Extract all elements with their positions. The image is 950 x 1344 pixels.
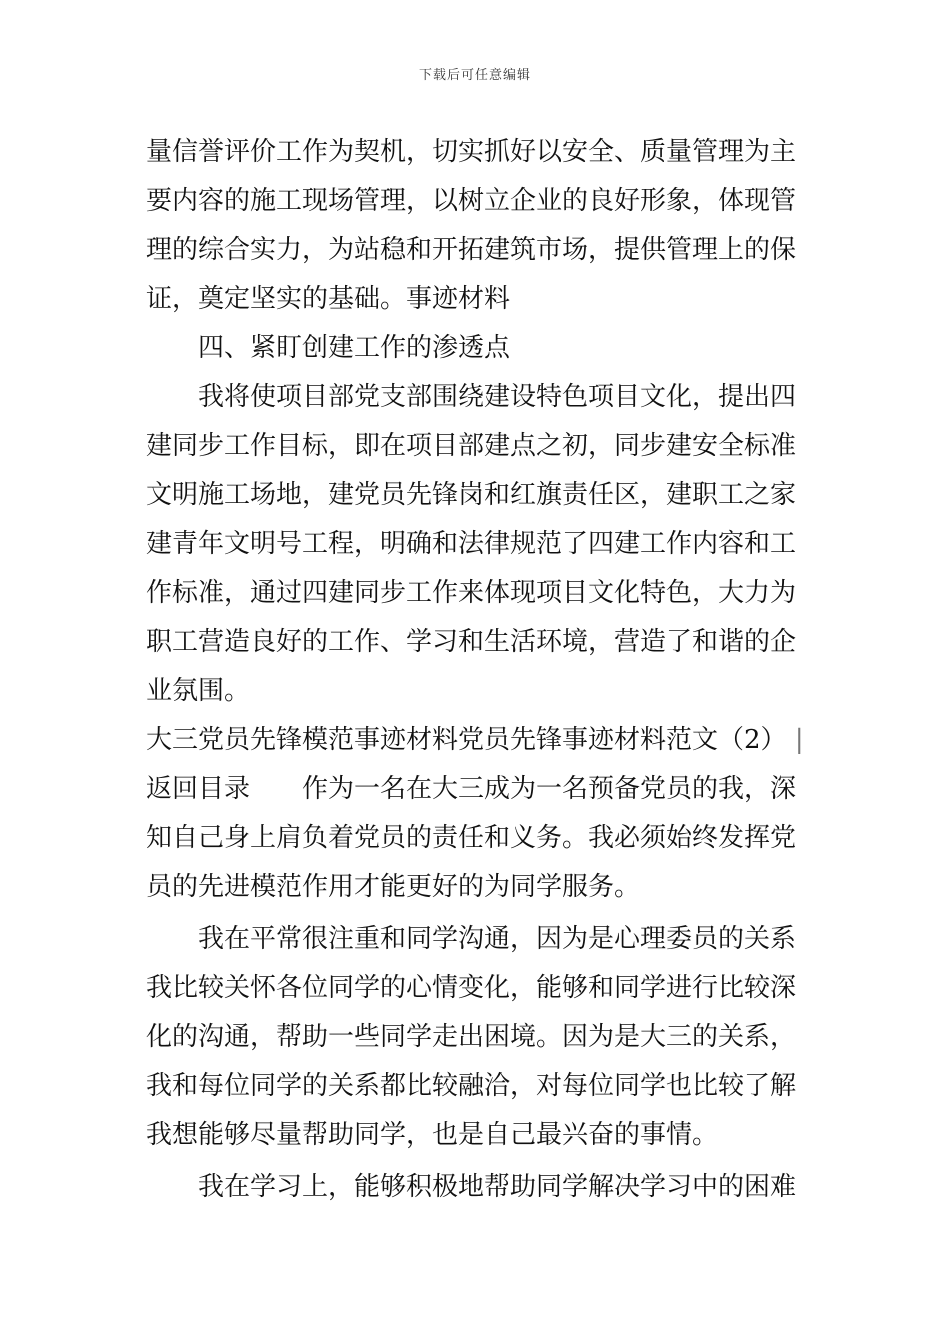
text-line: 我在学习上，能够积极地帮助同学解决学习中的困难 <box>198 1172 797 1202</box>
text-line: 我在平常很注重和同学沟通，因为是心理委员的关系 <box>198 924 797 954</box>
paragraph-2 <box>146 373 810 716</box>
text-line: 要内容的施工现场管理，以树立企业的良好形象，体现管 <box>146 186 797 216</box>
section-heading-4: 四、紧盯创建工作的渗透点 <box>198 333 511 363</box>
text-line: 文明施工场地，建党员先锋岗和红旗责任区，建职工之家 <box>146 480 797 510</box>
text-line: 我想能够尽量帮助同学，也是自己最兴奋的事情。 <box>146 1120 719 1150</box>
toc-separator: | <box>794 725 804 755</box>
text-line: 化的沟通，帮助一些同学走出困境。因为是大三的关系， <box>146 1022 797 1052</box>
text-line: 量信誉评价工作为契机，切实抓好以安全、质量管理为主 <box>146 137 797 167</box>
text-line: 建青年文明号工程，明确和法律规范了四建工作内容和工 <box>146 529 797 559</box>
section-2-title: 大三党员先锋模范事迹材料党员先锋事迹材料范文（2） <box>146 725 787 755</box>
text-line: 理的综合实力，为站稳和开拓建筑市场，提供管理上的保 <box>146 235 797 265</box>
text-line: 职工营造良好的工作、学习和生活环境，营造了和谐的企 <box>146 627 797 657</box>
page-header: 下载后可任意编辑 <box>418 68 531 83</box>
text-line: 员的先进模范作用才能更好的为同学服务。 <box>146 872 641 902</box>
text-line: 业氛围。 <box>146 676 251 706</box>
section-2 <box>146 716 810 912</box>
paragraph-4 <box>146 1163 810 1212</box>
text-line: 我比较关怀各位同学的心情变化，能够和同学进行比较深 <box>146 973 797 1003</box>
text-line: 我将使项目部党支部围绕建设特色项目文化，提出四 <box>198 382 797 412</box>
back-to-toc-link[interactable]: 返回目录 <box>146 774 251 804</box>
section-2-first-line <box>146 765 810 814</box>
section-2-title-line <box>146 716 810 765</box>
text-line: 知自己身上肩负着党员的责任和义务。我必须始终发挥党 <box>146 823 797 853</box>
text-line: 证，奠定坚实的基础。事迹材料 <box>146 284 511 314</box>
paragraph-3 <box>146 915 810 1160</box>
text-line: 作标准，通过四建同步工作来体现项目文化特色，大力为 <box>146 578 797 608</box>
paragraph-1 <box>146 128 810 324</box>
text-line: 建同步工作目标，即在项目部建点之初，同步建安全标准 <box>146 431 797 461</box>
document-body <box>146 128 810 1212</box>
text-line: 我和每位同学的关系都比较融洽，对每位同学也比较了解 <box>146 1071 797 1101</box>
text-line: 作为一名在大三成为一名预备党员的我，深 <box>302 774 797 804</box>
